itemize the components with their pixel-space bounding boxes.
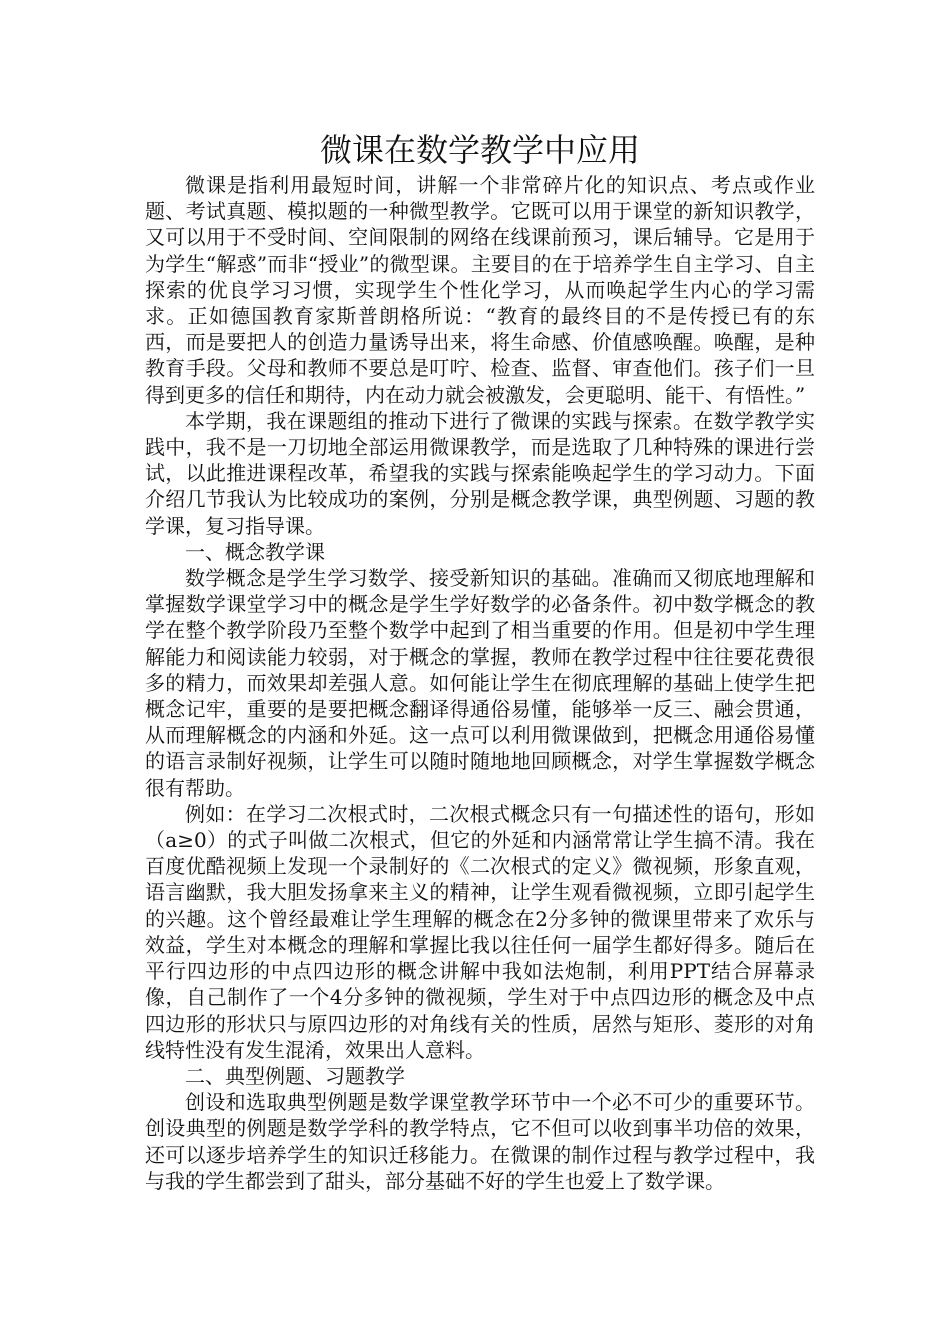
paragraph-examples: 创设和选取典型例题是数学课堂教学环节中一个必不可少的重要环节。创设典型的例题是数学学科的教学特点，它不但可以收到事半功倍的效果，还可以逐步培养学生的知识迁移能力。在微课的制作过程与教学过程中，我与我的学生都尝到了甜头，部分基础不好的学生也爱上了数学课。 <box>145 1090 815 1193</box>
section-heading-examples: 二、典型例题、习题教学 <box>185 1063 405 1088</box>
section-heading-concept: 一、概念教学课 <box>185 539 325 564</box>
paragraph-example: 例如：在学习二次根式时，二次根式概念只有一句描述性的语句，形如（a≥0）的式子叫做二次根式，但它的外延和内涵常常让学生搞不清。我在百度优酷视频上发现一个录制好的《二次根式的定义》微视频，形象直观，语言幽默，我大胆发扬拿来主义的精神，让学生观看微视频，立即引起学生的兴趣。这个曾经最难让学生理解的概念在2分多钟的微课里带来了欢乐与效益，学生对本概念的理解和掌握比我以往任何一届学生都好得多。随后在平行四边形的中点四边形的概念讲解中我如法炮制，利用PPT结合屏幕录像，自己制作了一个4分多钟的微视频，学生对于中点四边形的概念及中点四边形的形状只与原四边形的对角线有关的性质，居然与矩形、菱形的对角线特性没有发生混淆，效果出人意料。 <box>145 801 815 1062</box>
paragraph-concept: 数学概念是学生学习数学、接受新知识的基础。准确而又彻底地理解和掌握数学课堂学习中的概念是学生学好数学的必备条件。初中数学概念的教学在整个教学阶段乃至整个数学中起到了相当重要的作用。但是初中学生理解能力和阅读能力较弱，对于概念的掌握，教师在教学过程中往往要花费很多的精力，而效果却差强人意。如何能让学生在彻底理解的基础上使学生把概念记牢，重要的是要把概念翻译得通俗易懂，能够举一反三、融会贯通，从而理解概念的内涵和外延。这一点可以利用微课做到，把概念用通俗易懂的语言录制好视频，让学生可以随时随地地回顾概念，对学生掌握数学概念很有帮助。 <box>145 566 815 800</box>
document-body <box>145 172 815 1194</box>
paragraph-practice: 本学期，我在课题组的推动下进行了微课的实践与探索。在数学教学实践中，我不是一刀切地全部运用微课教学，而是选取了几种特殊的课进行尝试，以此推进课程改革，希望我的实践与探索能唤起学生的学习动力。下面介绍几节我认为比较成功的案例，分别是概念教学课，典型例题、习题的教学课，复习指导课。 <box>145 408 815 538</box>
paragraph-intro: 微课是指利用最短时间，讲解一个非常碎片化的知识点、考点或作业题、考试真题、模拟题的一种微型教学。它既可以用于课堂的新知识教学，又可以用于不受时间、空间限制的网络在线课前预习，课后辅导。它是用于为学生“解惑”而非“授业”的微型课。主要目的在于培养学生自主学习、自主探索的优良学习习惯，实现学生个性化学习，从而唤起学生内心的学习需求。正如德国教育家斯普朗格所说：“教育的最终目的不是传授已有的东西，而是要把人的创造力量诱导出来，将生命感、价值感唤醒。唤醒，是种教育手段。父母和教师不要总是叮咛、检查、监督、审查他们。孩子们一旦得到更多的信任和期待，内在动力就会被激发，会更聪明、能干、有悟性。” <box>145 173 815 407</box>
document-title: 微课在数学教学中应用 <box>319 131 640 169</box>
